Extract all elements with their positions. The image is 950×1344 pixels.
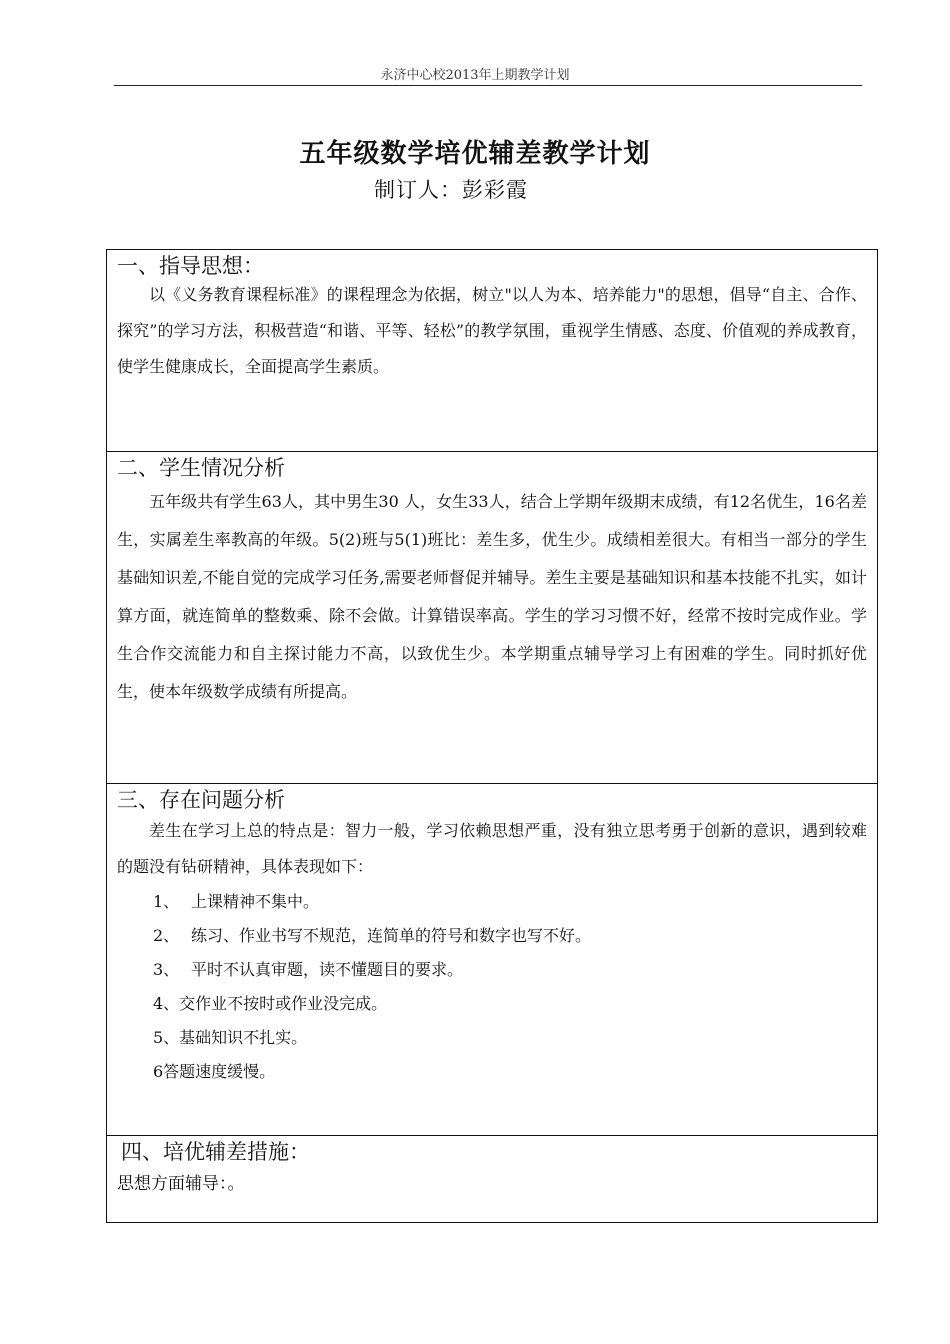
section-problem-analysis bbox=[107, 783, 877, 1135]
list-number: 2、 bbox=[153, 926, 180, 945]
list-item: 6答题速度缓慢。 bbox=[153, 1062, 276, 1081]
list-number: 3、 bbox=[153, 960, 180, 979]
section-paragraph: 五年级共有学生63人，其中男生30 人，女生33人，结合上学期年级期末成绩，有12名优生，16名差生，实属差生率教高的年级。5(2)班与5(1)班比：差生多，优生少。成绩相差很大。有相当一部分的学生基础知识差,不能自觉的完成学习任务,需要老师督促并辅导。差生主要是基础知识和基本技能不扎实，如计算方面，就连简单的整数乘、除不会做。计算错误率高。学生的学习习惯不好，经常不按时完成作业。学生合作交流能力和自主探讨能力不高，以致优生少。本学期重点辅导学习上有困难的学生。同时抓好优生，使本年级数学成绩有所提高。 bbox=[117, 492, 867, 701]
section-paragraph: 以《义务教育课程标准》的课程理念为依据，树立"以人为本、培养能力"的思想，倡导“自主、合作、探究”的学习方法，积极营造“和谐、平等、轻松”的教学氛围，重视学生情感、态度、价值观的养成教育，使学生健康成长，全面提高学生素质。 bbox=[117, 285, 867, 376]
section-student-analysis bbox=[107, 451, 877, 783]
page-header: 永济中心校2013年上期教学计划 bbox=[380, 68, 570, 83]
list-number: 1、 bbox=[153, 892, 180, 911]
document-title: 五年级数学培优辅差教学计划 bbox=[299, 139, 651, 169]
list-text: 上课精神不集中。 bbox=[191, 892, 320, 911]
list-text: 平时不认真审题，读不懂题目的要求。 bbox=[191, 960, 464, 979]
section-heading: 二、学生情况分析 bbox=[117, 456, 285, 480]
plan-table bbox=[106, 249, 878, 1223]
list-item bbox=[153, 919, 867, 953]
list-text: 练习、作业书写不规范，连简单的符号和数字也写不好。 bbox=[191, 926, 592, 945]
section-heading: 一、指导思想： bbox=[117, 254, 264, 278]
section-paragraph: 差生在学习上总的特点是：智力一般，学习依赖思想严重，没有独立思考勇于创新的意识，遇到较难的题没有钻研精神，具体表现如下： bbox=[117, 821, 867, 876]
header-divider bbox=[114, 85, 862, 86]
section-heading: 三、存在问题分析 bbox=[117, 788, 285, 812]
list-item bbox=[153, 885, 867, 919]
author-line: 制订人：彭彩霞 bbox=[374, 178, 528, 202]
subsection-label: 思想方面辅导：。 bbox=[117, 1174, 245, 1194]
list-item: 4、交作业不按时或作业没完成。 bbox=[153, 994, 388, 1013]
list-item: 5、基础知识不扎实。 bbox=[153, 1028, 308, 1047]
section-measures bbox=[107, 1135, 877, 1222]
list-item bbox=[153, 953, 867, 987]
section-heading: 四、培优辅差措施： bbox=[121, 1140, 310, 1164]
section-guiding-thought bbox=[107, 253, 877, 451]
